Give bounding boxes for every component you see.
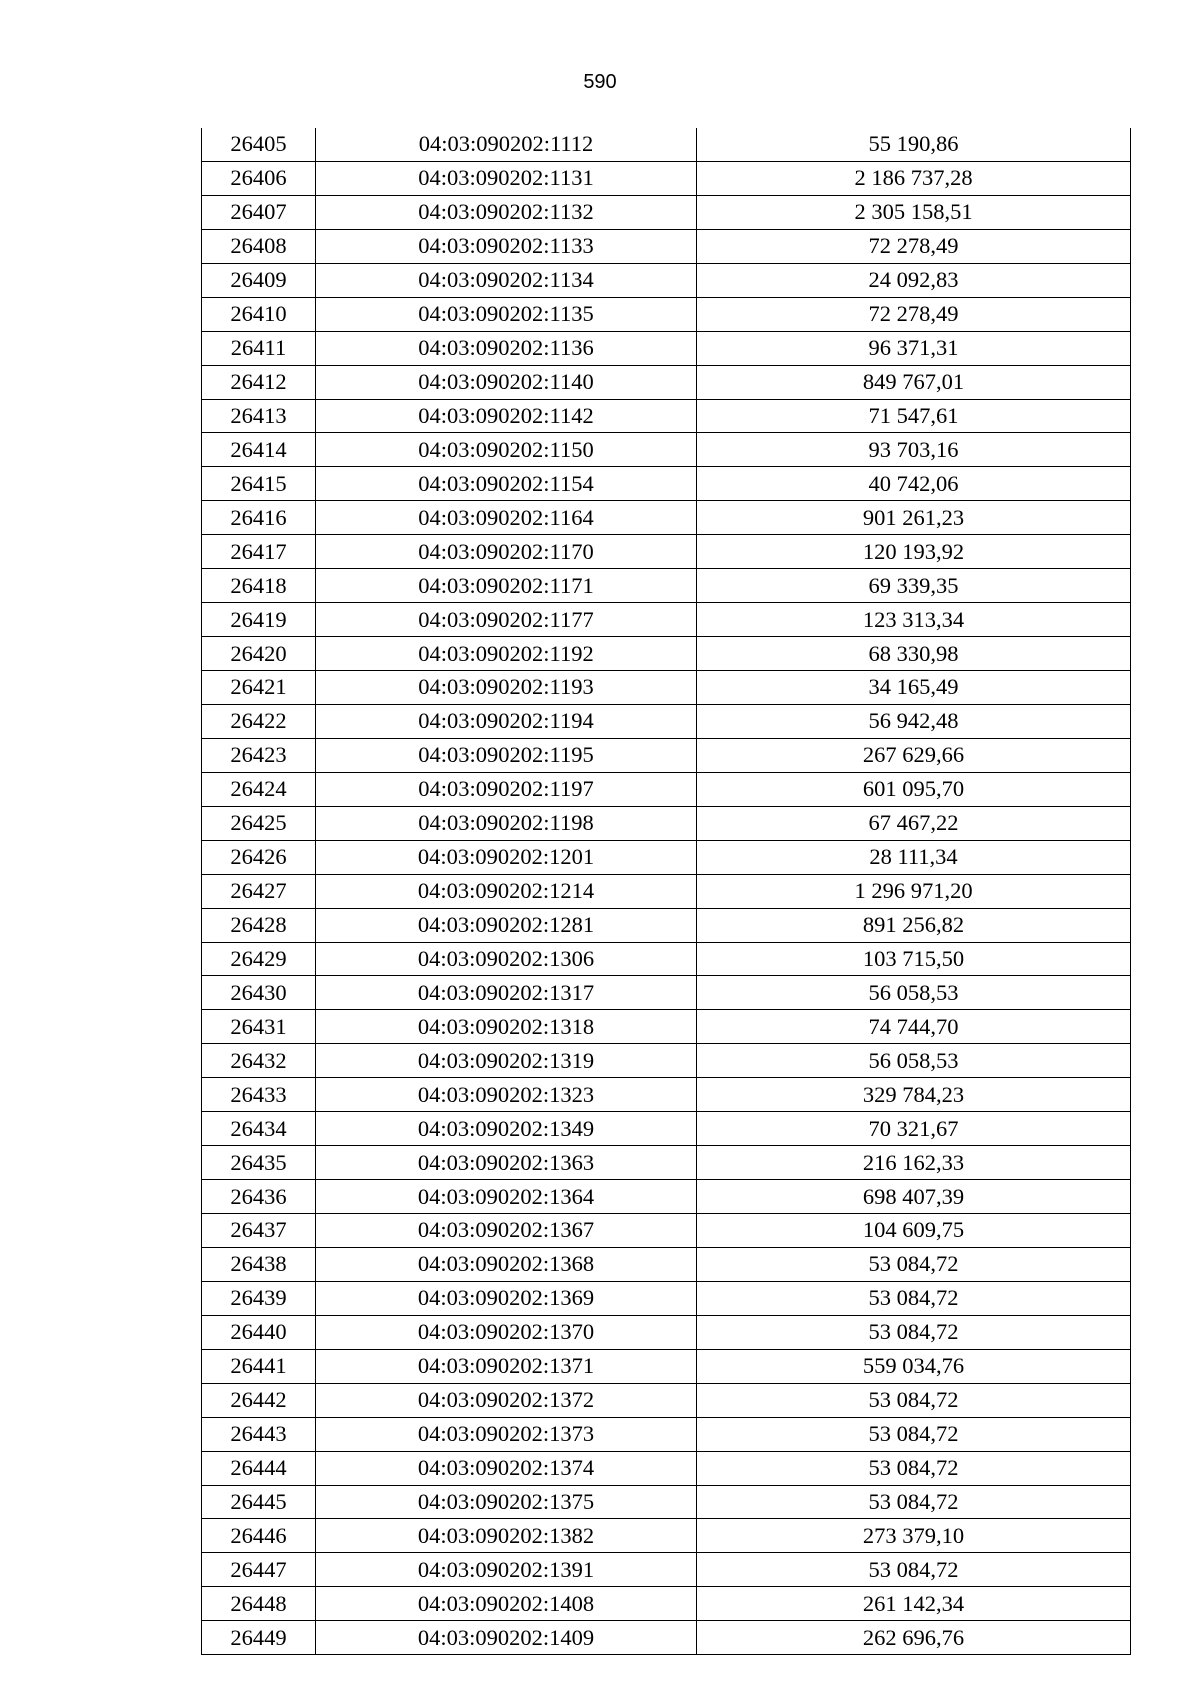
row-number-cell: 26448 (202, 1587, 316, 1621)
cadastral-number-cell: 04:03:090202:1132 (316, 195, 697, 229)
cadastral-value-cell: 53 084,72 (697, 1485, 1131, 1519)
cadastral-number-cell: 04:03:090202:1201 (316, 840, 697, 874)
cadastral-number-cell: 04:03:090202:1408 (316, 1587, 697, 1621)
row-number-cell: 26447 (202, 1553, 316, 1587)
table-row (202, 229, 1131, 263)
table-row (202, 772, 1131, 806)
row-number-cell: 26444 (202, 1451, 316, 1485)
cadastral-number-cell: 04:03:090202:1281 (316, 908, 697, 942)
row-number-cell: 26422 (202, 704, 316, 738)
cadastral-number-cell: 04:03:090202:1195 (316, 738, 697, 772)
cadastral-value-cell: 28 111,34 (697, 840, 1131, 874)
cadastral-number-cell: 04:03:090202:1409 (316, 1621, 697, 1655)
table-row (202, 1383, 1131, 1417)
row-number-cell: 26415 (202, 467, 316, 501)
cadastral-value-cell: 56 942,48 (697, 704, 1131, 738)
cadastral-number-cell: 04:03:090202:1194 (316, 704, 697, 738)
row-number-cell: 26414 (202, 433, 316, 467)
table-row (202, 1621, 1131, 1655)
cadastral-number-cell: 04:03:090202:1154 (316, 467, 697, 501)
table-body (202, 128, 1131, 1655)
cadastral-value-cell: 2 305 158,51 (697, 195, 1131, 229)
row-number-cell: 26435 (202, 1146, 316, 1180)
cadastral-number-cell: 04:03:090202:1136 (316, 331, 697, 365)
cadastral-value-cell: 72 278,49 (697, 297, 1131, 331)
cadastral-number-cell: 04:03:090202:1150 (316, 433, 697, 467)
cadastral-number-cell: 04:03:090202:1140 (316, 365, 697, 399)
cadastral-number-cell: 04:03:090202:1367 (316, 1214, 697, 1248)
table-row (202, 161, 1131, 195)
cadastral-number-cell: 04:03:090202:1382 (316, 1519, 697, 1553)
cadastral-value-cell: 698 407,39 (697, 1180, 1131, 1214)
cadastral-number-cell: 04:03:090202:1164 (316, 501, 697, 535)
table-row (202, 501, 1131, 535)
table-row (202, 1180, 1131, 1214)
cadastral-value-cell: 273 379,10 (697, 1519, 1131, 1553)
row-number-cell: 26431 (202, 1010, 316, 1044)
cadastral-number-cell: 04:03:090202:1142 (316, 399, 697, 433)
cadastral-number-cell: 04:03:090202:1374 (316, 1451, 697, 1485)
row-number-cell: 26437 (202, 1214, 316, 1248)
table-row (202, 1044, 1131, 1078)
row-number-cell: 26421 (202, 671, 316, 705)
cadastral-number-cell: 04:03:090202:1112 (316, 128, 697, 161)
cadastral-value-cell: 55 190,86 (697, 128, 1131, 161)
cadastral-value-cell: 67 467,22 (697, 806, 1131, 840)
cadastral-number-cell: 04:03:090202:1177 (316, 603, 697, 637)
row-number-cell: 26412 (202, 365, 316, 399)
cadastral-number-cell: 04:03:090202:1214 (316, 874, 697, 908)
cadastral-value-cell: 104 609,75 (697, 1214, 1131, 1248)
cadastral-number-cell: 04:03:090202:1319 (316, 1044, 697, 1078)
cadastral-number-cell: 04:03:090202:1375 (316, 1485, 697, 1519)
table-row (202, 1214, 1131, 1248)
cadastral-number-cell: 04:03:090202:1323 (316, 1078, 697, 1112)
row-number-cell: 26416 (202, 501, 316, 535)
table-row (202, 1417, 1131, 1451)
cadastral-value-cell: 103 715,50 (697, 942, 1131, 976)
cadastral-value-cell: 53 084,72 (697, 1247, 1131, 1281)
row-number-cell: 26411 (202, 331, 316, 365)
table-row (202, 1315, 1131, 1349)
table-row (202, 637, 1131, 671)
row-number-cell: 26410 (202, 297, 316, 331)
cadastral-number-cell: 04:03:090202:1371 (316, 1349, 697, 1383)
row-number-cell: 26409 (202, 263, 316, 297)
row-number-cell: 26406 (202, 161, 316, 195)
table-row (202, 365, 1131, 399)
table-row (202, 1553, 1131, 1587)
row-number-cell: 26427 (202, 874, 316, 908)
cadastral-number-cell: 04:03:090202:1306 (316, 942, 697, 976)
table-row (202, 433, 1131, 467)
table-row (202, 671, 1131, 705)
row-number-cell: 26436 (202, 1180, 316, 1214)
row-number-cell: 26419 (202, 603, 316, 637)
row-number-cell: 26434 (202, 1112, 316, 1146)
cadastral-number-cell: 04:03:090202:1318 (316, 1010, 697, 1044)
table-row (202, 569, 1131, 603)
row-number-cell: 26405 (202, 128, 316, 161)
row-number-cell: 26423 (202, 738, 316, 772)
table-row (202, 1349, 1131, 1383)
table-row (202, 263, 1131, 297)
table-row (202, 535, 1131, 569)
cadastral-number-cell: 04:03:090202:1134 (316, 263, 697, 297)
table-row (202, 195, 1131, 229)
cadastral-value-cell: 40 742,06 (697, 467, 1131, 501)
cadastral-value-table (201, 128, 1131, 1655)
cadastral-value-cell: 849 767,01 (697, 365, 1131, 399)
cadastral-value-cell: 2 186 737,28 (697, 161, 1131, 195)
cadastral-value-cell: 34 165,49 (697, 671, 1131, 705)
table-row (202, 603, 1131, 637)
row-number-cell: 26420 (202, 637, 316, 671)
row-number-cell: 26418 (202, 569, 316, 603)
cadastral-number-cell: 04:03:090202:1372 (316, 1383, 697, 1417)
table-row (202, 908, 1131, 942)
row-number-cell: 26430 (202, 976, 316, 1010)
cadastral-number-cell: 04:03:090202:1193 (316, 671, 697, 705)
cadastral-value-cell: 74 744,70 (697, 1010, 1131, 1044)
table-row (202, 976, 1131, 1010)
row-number-cell: 26439 (202, 1281, 316, 1315)
cadastral-value-cell: 68 330,98 (697, 637, 1131, 671)
table-row (202, 1451, 1131, 1485)
cadastral-value-cell: 93 703,16 (697, 433, 1131, 467)
table-row (202, 874, 1131, 908)
cadastral-value-cell: 56 058,53 (697, 976, 1131, 1010)
row-number-cell: 26440 (202, 1315, 316, 1349)
cadastral-value-cell: 70 321,67 (697, 1112, 1131, 1146)
row-number-cell: 26432 (202, 1044, 316, 1078)
cadastral-number-cell: 04:03:090202:1171 (316, 569, 697, 603)
row-number-cell: 26425 (202, 806, 316, 840)
cadastral-value-cell: 56 058,53 (697, 1044, 1131, 1078)
table-row (202, 399, 1131, 433)
table-row (202, 297, 1131, 331)
row-number-cell: 26417 (202, 535, 316, 569)
cadastral-value-cell: 71 547,61 (697, 399, 1131, 433)
cadastral-value-cell: 96 371,31 (697, 331, 1131, 365)
row-number-cell: 26433 (202, 1078, 316, 1112)
cadastral-value-cell: 69 339,35 (697, 569, 1131, 603)
table-row (202, 467, 1131, 501)
row-number-cell: 26443 (202, 1417, 316, 1451)
table-row (202, 1078, 1131, 1112)
row-number-cell: 26408 (202, 229, 316, 263)
cadastral-number-cell: 04:03:090202:1363 (316, 1146, 697, 1180)
table-row (202, 738, 1131, 772)
cadastral-number-cell: 04:03:090202:1317 (316, 976, 697, 1010)
cadastral-value-cell: 72 278,49 (697, 229, 1131, 263)
cadastral-value-cell: 262 696,76 (697, 1621, 1131, 1655)
cadastral-value-cell: 1 296 971,20 (697, 874, 1131, 908)
table-row (202, 1281, 1131, 1315)
table-row (202, 1519, 1131, 1553)
cadastral-value-cell: 901 261,23 (697, 501, 1131, 535)
table-row (202, 1146, 1131, 1180)
cadastral-value-cell: 24 092,83 (697, 263, 1131, 297)
cadastral-value-cell: 53 084,72 (697, 1383, 1131, 1417)
row-number-cell: 26449 (202, 1621, 316, 1655)
table-row (202, 806, 1131, 840)
cadastral-number-cell: 04:03:090202:1131 (316, 161, 697, 195)
row-number-cell: 26426 (202, 840, 316, 874)
row-number-cell: 26407 (202, 195, 316, 229)
cadastral-number-cell: 04:03:090202:1197 (316, 772, 697, 806)
cadastral-number-cell: 04:03:090202:1364 (316, 1180, 697, 1214)
cadastral-value-cell: 559 034,76 (697, 1349, 1131, 1383)
cadastral-value-cell: 120 193,92 (697, 535, 1131, 569)
cadastral-number-cell: 04:03:090202:1373 (316, 1417, 697, 1451)
cadastral-number-cell: 04:03:090202:1170 (316, 535, 697, 569)
cadastral-number-cell: 04:03:090202:1133 (316, 229, 697, 263)
table-row (202, 1247, 1131, 1281)
cadastral-number-cell: 04:03:090202:1370 (316, 1315, 697, 1349)
table-row (202, 1485, 1131, 1519)
cadastral-value-cell: 53 084,72 (697, 1553, 1131, 1587)
cadastral-value-cell: 53 084,72 (697, 1417, 1131, 1451)
table-row (202, 942, 1131, 976)
cadastral-value-cell: 53 084,72 (697, 1315, 1131, 1349)
row-number-cell: 26429 (202, 942, 316, 976)
page-number: 590 (583, 71, 617, 93)
cadastral-value-cell: 53 084,72 (697, 1281, 1131, 1315)
row-number-cell: 26442 (202, 1383, 316, 1417)
cadastral-number-cell: 04:03:090202:1391 (316, 1553, 697, 1587)
cadastral-number-cell: 04:03:090202:1368 (316, 1247, 697, 1281)
cadastral-number-cell: 04:03:090202:1349 (316, 1112, 697, 1146)
table-row (202, 331, 1131, 365)
cadastral-value-cell: 53 084,72 (697, 1451, 1131, 1485)
cadastral-number-cell: 04:03:090202:1198 (316, 806, 697, 840)
cadastral-value-cell: 261 142,34 (697, 1587, 1131, 1621)
cadastral-number-cell: 04:03:090202:1192 (316, 637, 697, 671)
cadastral-value-cell: 267 629,66 (697, 738, 1131, 772)
row-number-cell: 26413 (202, 399, 316, 433)
row-number-cell: 26441 (202, 1349, 316, 1383)
table-row (202, 1010, 1131, 1044)
table-row (202, 1587, 1131, 1621)
table-row (202, 704, 1131, 738)
cadastral-number-cell: 04:03:090202:1135 (316, 297, 697, 331)
table-row (202, 840, 1131, 874)
cadastral-value-cell: 123 313,34 (697, 603, 1131, 637)
row-number-cell: 26438 (202, 1247, 316, 1281)
cadastral-value-cell: 216 162,33 (697, 1146, 1131, 1180)
row-number-cell: 26428 (202, 908, 316, 942)
table-row (202, 128, 1131, 161)
cadastral-value-cell: 891 256,82 (697, 908, 1131, 942)
table-row (202, 1112, 1131, 1146)
cadastral-value-cell: 601 095,70 (697, 772, 1131, 806)
cadastral-number-cell: 04:03:090202:1369 (316, 1281, 697, 1315)
row-number-cell: 26424 (202, 772, 316, 806)
cadastral-value-cell: 329 784,23 (697, 1078, 1131, 1112)
row-number-cell: 26446 (202, 1519, 316, 1553)
row-number-cell: 26445 (202, 1485, 316, 1519)
